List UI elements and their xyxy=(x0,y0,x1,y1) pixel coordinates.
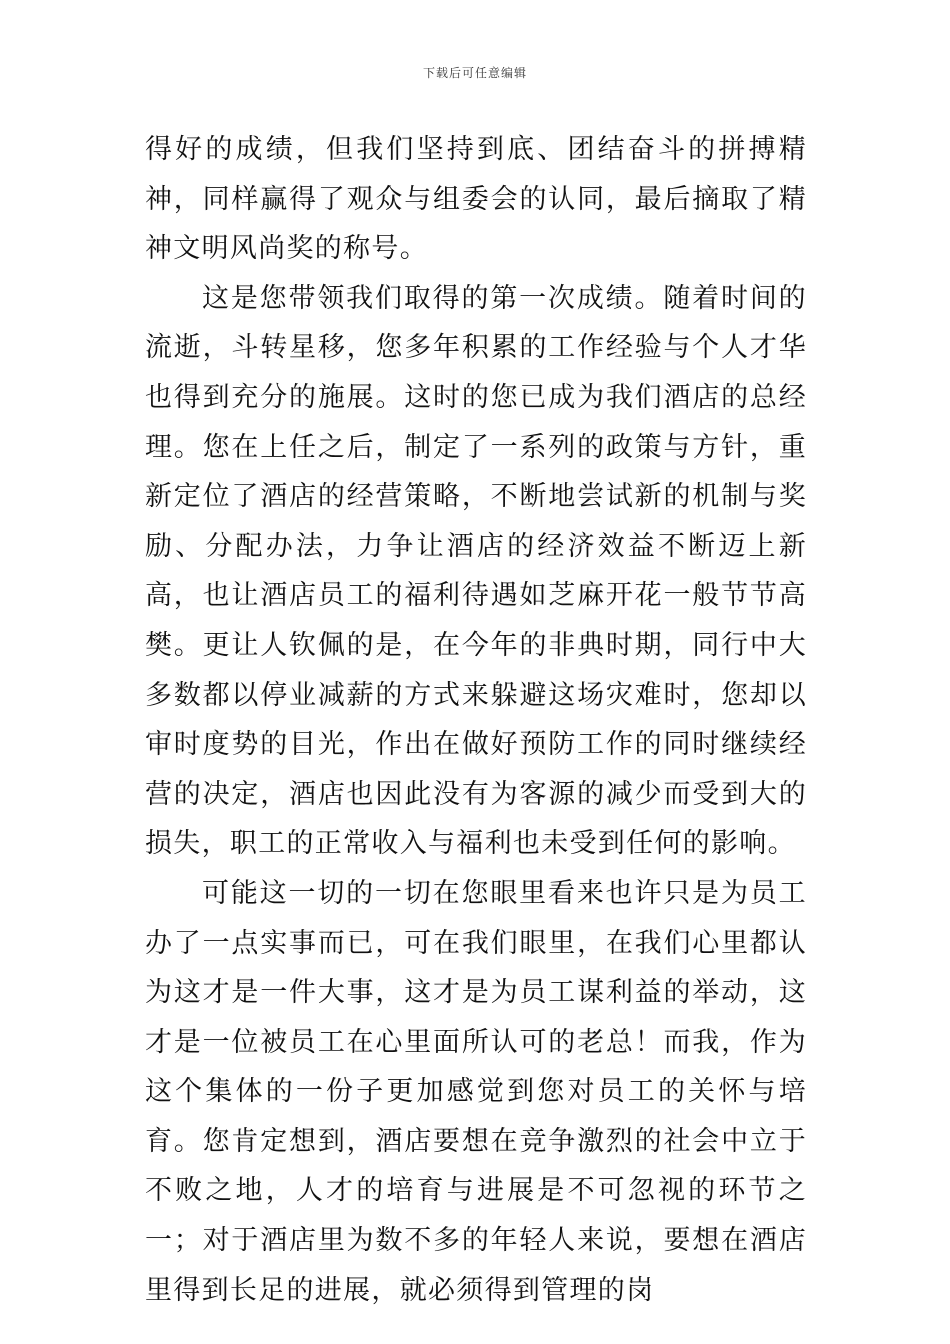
paragraph-1: 得好的成绩，但我们坚持到底、团结奋斗的拼搏精神，同样赢得了观众与组委会的认同，最后摘取了精神文明风尚奖的称号。 xyxy=(145,134,807,265)
page-header: 下载后可任意编辑 xyxy=(422,66,527,80)
paragraph-2: 这是您带领我们取得的第一次成绩。随着时间的流逝，斗转星移，您多年积累的工作经验与个人才华也得到充分的施展。这时的您已成为我们酒店的总经理。您在上任之后，制定了一系列的政策与方针，重新定位了酒店的经营策略，不断地尝试新的机制与奖励、分配办法，力争让酒店的经济效益不断迈上新高，也让酒店员工的福利待遇如芝麻开花一般节节高樊。更让人钦佩的是，在今年的非典时期，同行中大多数都以停业减薪的方式来躲避这场灾难时，您却以审时度势的目光，作出在做好预防工作的同时继续经营的决定，酒店也因此没有为客源的减少而受到大的损失，职工的正常收入与福利也未受到任何的影响。 xyxy=(145,282,807,860)
document-body xyxy=(145,125,807,1315)
paragraph-3: 可能这一切的一切在您眼里看来也许只是为员工办了一点实事而已，可在我们眼里，在我们心里都认为这才是一件大事，这才是为员工谋利益的举动，这才是一位被员工在心里面所认可的老总！而我，作为这个集体的一份子更加感觉到您对员工的关怀与培育。您肯定想到，酒店要想在竞争激烈的社会中立于不败之地，人才的培育与进展是不可忽视的环节之一；对于酒店里为数不多的年轻人来说，要想在酒店里得到长足的进展，就必须得到管理的岗 xyxy=(145,877,807,1306)
